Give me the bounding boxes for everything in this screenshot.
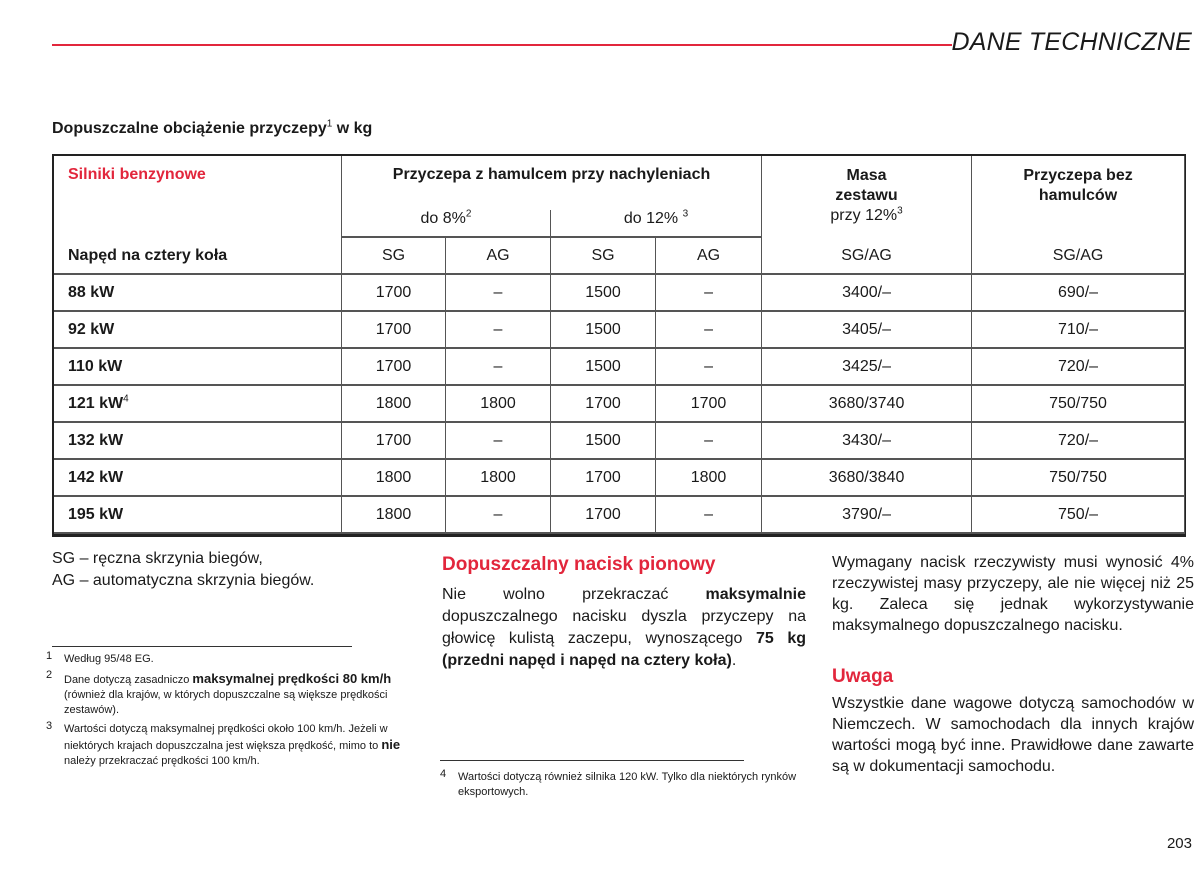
ag8-cell: 1800: [446, 460, 551, 497]
footnote-number: 1: [46, 650, 53, 662]
legend-line-ag: AG – automatyczna skrzynia biegów.: [52, 572, 315, 589]
table-title-text: Dopuszczalne obciążenie przyczepy: [52, 120, 327, 137]
footnote-bold-text: maksymalnej prędkości 80 km/h: [192, 671, 392, 686]
footnote-text: należy przekraczać prędkości 100 km/h.: [64, 755, 260, 767]
sg12-cell: 1500: [551, 349, 656, 386]
sub-mass: SG/AG: [762, 238, 972, 275]
sg12-cell: 1500: [551, 312, 656, 349]
warning-heading: Uwaga: [832, 666, 894, 687]
sub-ag12: AG: [656, 238, 762, 275]
header-engines: Silniki benzynowe: [54, 156, 342, 238]
footnote-divider-2: [440, 760, 744, 761]
sg8-cell: 1800: [342, 497, 446, 534]
footnote-bold-text: nie: [381, 737, 401, 752]
ag12-cell: –: [656, 349, 762, 386]
sg8-cell: 1700: [342, 312, 446, 349]
engine-label: 110 kW: [68, 357, 123, 375]
ag8-cell: –: [446, 423, 551, 460]
footnotes: [46, 652, 416, 773]
sg12-cell: 1700: [551, 386, 656, 423]
vertical-load-value: 75 kg (przedni napęd i napęd na cztery koła): [442, 630, 807, 669]
footnote-text: (również dla krajów, w których dopuszczalne są większe prędkości zestawów).: [64, 689, 388, 716]
engine-label: 121 kW: [68, 394, 124, 412]
ag12-cell: –: [656, 312, 762, 349]
engine-cell: [54, 497, 342, 534]
table-row: [54, 349, 1185, 386]
table-row: [54, 460, 1185, 497]
footnote-text: Wartości dotyczą maksymalnej prędkości około 100 km/h. Jeżeli w niektórych krajach dopuszczalna jest większa prędkość, mimo to: [64, 723, 388, 752]
sg12-cell: 1700: [551, 460, 656, 497]
mass-cell: 3405/–: [762, 312, 972, 349]
table-row: [54, 312, 1185, 349]
ag12-cell: 1700: [656, 386, 762, 423]
vertical-load-text-end: .: [731, 652, 737, 669]
engine-cell: [54, 386, 342, 423]
footnote-4: [440, 770, 810, 804]
header-to12: [551, 210, 762, 238]
vertical-load-text-bold: maksymalnie: [705, 586, 806, 603]
warning-text: Wszystkie dane wagowe dotyczą samochodów w Niemczech. W samochodach dla innych krajów wartości mogą być inne. Prawidłowe dane zawarte są w dokumentacji samochodu.: [832, 695, 1194, 775]
nobrake-cell: 720/–: [972, 423, 1185, 460]
footnote-3: [46, 722, 416, 769]
sg12-cell: 1500: [551, 275, 656, 312]
engine-cell: [54, 349, 342, 386]
footnote-2: [46, 671, 416, 718]
sg8-cell: 1800: [342, 460, 446, 497]
actual-load-paragraph: Wymagany nacisk rzeczywisty musi wynosić 4% rzeczywistej masy przyczepy, ale nie więcej niż 25 kg. Zaleca się jednak wykorzystywanie maksymalnego dopuszczalnego nacisku.: [832, 554, 1194, 634]
page-header-title: DANE TECHNICZNE: [951, 28, 1192, 56]
nobrake-cell: 710/–: [972, 312, 1185, 349]
vertical-load-heading: Dopuszczalny nacisk pionowy: [442, 554, 716, 575]
engine-footnote-ref: 4: [123, 393, 129, 405]
footnote-divider: [52, 646, 352, 647]
vertical-load-text-c: dopuszczalnego nacisku dyszla przyczepy na głowicę kulistą zaczepu, wynoszącego: [442, 608, 806, 647]
vertical-load-text-a: Nie wolno przekraczać: [442, 586, 669, 603]
engine-cell: [54, 312, 342, 349]
header-to8-label: do 8%: [420, 210, 466, 227]
engine-cell: [54, 423, 342, 460]
table-title-unit: w kg: [336, 120, 373, 137]
footnote-text: Według 95/48 EG.: [64, 653, 154, 665]
header-to12-footnote-ref: 3: [682, 208, 689, 220]
ag12-cell: –: [656, 497, 762, 534]
engine-cell: [54, 275, 342, 312]
table-title: [52, 120, 372, 138]
header-to8: [342, 210, 551, 238]
sub-sg8: SG: [342, 238, 446, 275]
header-nobrake: [972, 156, 1185, 238]
vertical-load-text: [442, 584, 806, 672]
footnote-text: Dane dotyczą zasadniczo: [64, 674, 190, 686]
sg8-cell: 1700: [342, 349, 446, 386]
engine-label: 195 kW: [68, 505, 124, 523]
mass-cell: 3430/–: [762, 423, 972, 460]
footnote-number: 3: [46, 720, 53, 732]
header-nobrake-label: Przyczepa bez hamulców: [1023, 167, 1133, 204]
gearbox-legend: [52, 548, 314, 592]
engine-label: 142 kW: [68, 468, 124, 486]
mass-cell: 3680/3840: [762, 460, 972, 497]
table-row: [54, 497, 1185, 534]
table-drive-row: [54, 238, 1185, 275]
footnote-text: Wartości dotyczą również silnika 120 kW. Tylko dla niektórych rynków eksportowych.: [458, 771, 797, 798]
ag12-cell: –: [656, 275, 762, 312]
footnote-number: 2: [46, 669, 53, 681]
sg12-cell: 1500: [551, 423, 656, 460]
ag12-cell: 1800: [656, 460, 762, 497]
header-mass-label: Masa zestawu: [835, 167, 898, 204]
legend-line-sg: SG – ręczna skrzynia biegów,: [52, 550, 263, 567]
table-header-row: [54, 156, 1185, 210]
nobrake-cell: 750/750: [972, 386, 1185, 423]
drive-label: Napęd na cztery koła: [54, 238, 342, 275]
footnote-4-item: [440, 770, 810, 800]
ag12-cell: –: [656, 423, 762, 460]
engine-label: 132 kW: [68, 431, 124, 449]
sub-nobrake: SG/AG: [972, 238, 1185, 275]
header-trailer-brake: Przyczepa z hamulcem przy nachyleniach: [342, 156, 762, 210]
table-row: [54, 423, 1185, 460]
engine-label: 88 kW: [68, 283, 115, 301]
table-title-footnote-ref: 1: [326, 118, 333, 130]
footnote-1: [46, 652, 416, 667]
ag8-cell: –: [446, 349, 551, 386]
ag8-cell: –: [446, 497, 551, 534]
sg8-cell: 1700: [342, 275, 446, 312]
page-number: 203: [1166, 835, 1192, 852]
ag8-cell: –: [446, 312, 551, 349]
header-mass-footnote-ref: 3: [897, 205, 903, 217]
mass-cell: 3425/–: [762, 349, 972, 386]
nobrake-cell: 690/–: [972, 275, 1185, 312]
sub-ag8: AG: [446, 238, 551, 275]
table-row: [54, 386, 1185, 423]
sg8-cell: 1700: [342, 423, 446, 460]
header-mass: [762, 156, 972, 238]
nobrake-cell: 750/750: [972, 460, 1185, 497]
nobrake-cell: 750/–: [972, 497, 1185, 534]
header-rule: [52, 44, 952, 46]
mass-cell: 3400/–: [762, 275, 972, 312]
sg12-cell: 1700: [551, 497, 656, 534]
footnote-number: 4: [440, 768, 447, 780]
ag8-cell: –: [446, 275, 551, 312]
table-row: [54, 275, 1185, 312]
sub-sg12: SG: [551, 238, 656, 275]
engine-label: 92 kW: [68, 320, 115, 338]
header-to12-label: do 12%: [623, 210, 679, 227]
sg8-cell: 1800: [342, 386, 446, 423]
mass-cell: 3790/–: [762, 497, 972, 534]
nobrake-cell: 720/–: [972, 349, 1185, 386]
header-mass-sub: przy 12%: [830, 207, 898, 224]
engine-cell: [54, 460, 342, 497]
header-to8-footnote-ref: 2: [465, 208, 472, 220]
mass-cell: 3680/3740: [762, 386, 972, 423]
trailer-load-table: [52, 154, 1186, 537]
ag8-cell: 1800: [446, 386, 551, 423]
